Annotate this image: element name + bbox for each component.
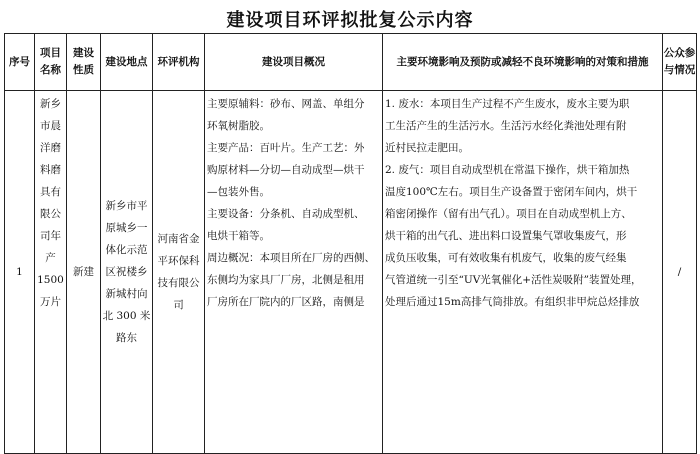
header-seq: 序号 [5,34,35,91]
cell-location: 新乡市平 原城乡一 体化示范 区祝楼乡 新城村向 北 300 米 路东 [101,91,153,454]
page-title: 建设项目环评拟批复公示内容 [226,10,474,31]
header-public: 公众参 与情况 [663,34,697,91]
cell-overview: 主要原辅料：砂布、网盖、单组分 环氧树脂胶。 主要产品：百叶片。生产工艺：外 购原材料—分切—自动成型—烘干 —包装外售。 主要设备：分条机、自动成型机、 电烘干箱等。 周边概况：本项目所在厂房的西侧、 东侧均为家具厂厂房，北侧是租用 厂房所在厂院内的厂区路，南侧是 [205,91,383,454]
table-row [5,91,697,454]
cell-nature: 新建 [67,91,101,454]
header-measures: 主要环境影响及预防或减轻不良环境影响的对策和措施 [383,34,663,91]
header-row [5,34,697,91]
header-agency: 环评机构 [153,34,205,91]
approval-table [4,33,697,454]
cell-seq: 1 [5,91,35,454]
header-project-name: 项目 名称 [35,34,67,91]
cell-public: / [663,91,697,454]
cell-agency: 河南省金 平环保科 技有限公 司 [153,91,205,454]
cell-measures: 1. 废水：本项目生产过程不产生废水，废水主要为职 工生活产生的生活污水。生活污水经化粪池处理有附 近村民拉走肥田。 2. 废气：项目自动成型机在常温下操作，烘干箱加热 温度100℃左右。项目生产设备置于密闭车间内，烘干 箱密闭操作（留有出气孔）。项目在自动成型机上方、 烘干箱的出气孔、进出料口设置集气罩收集废气，形 成负压收集，可有效收集有机废气，收集的废气经集 气管道统一引至“UV光氧催化+活性炭吸附”装置处理， 处理后通过15m高排气筒排放。有组织非甲烷总烃排放 [383,91,663,454]
header-overview: 建设项目概况 [205,34,383,91]
cell-project-name: 新乡 市晨 洋磨 料磨 具有 限公 司年 产 1500 万片 [35,91,67,454]
header-location: 建设地点 [101,34,153,91]
header-nature: 建设 性质 [67,34,101,91]
